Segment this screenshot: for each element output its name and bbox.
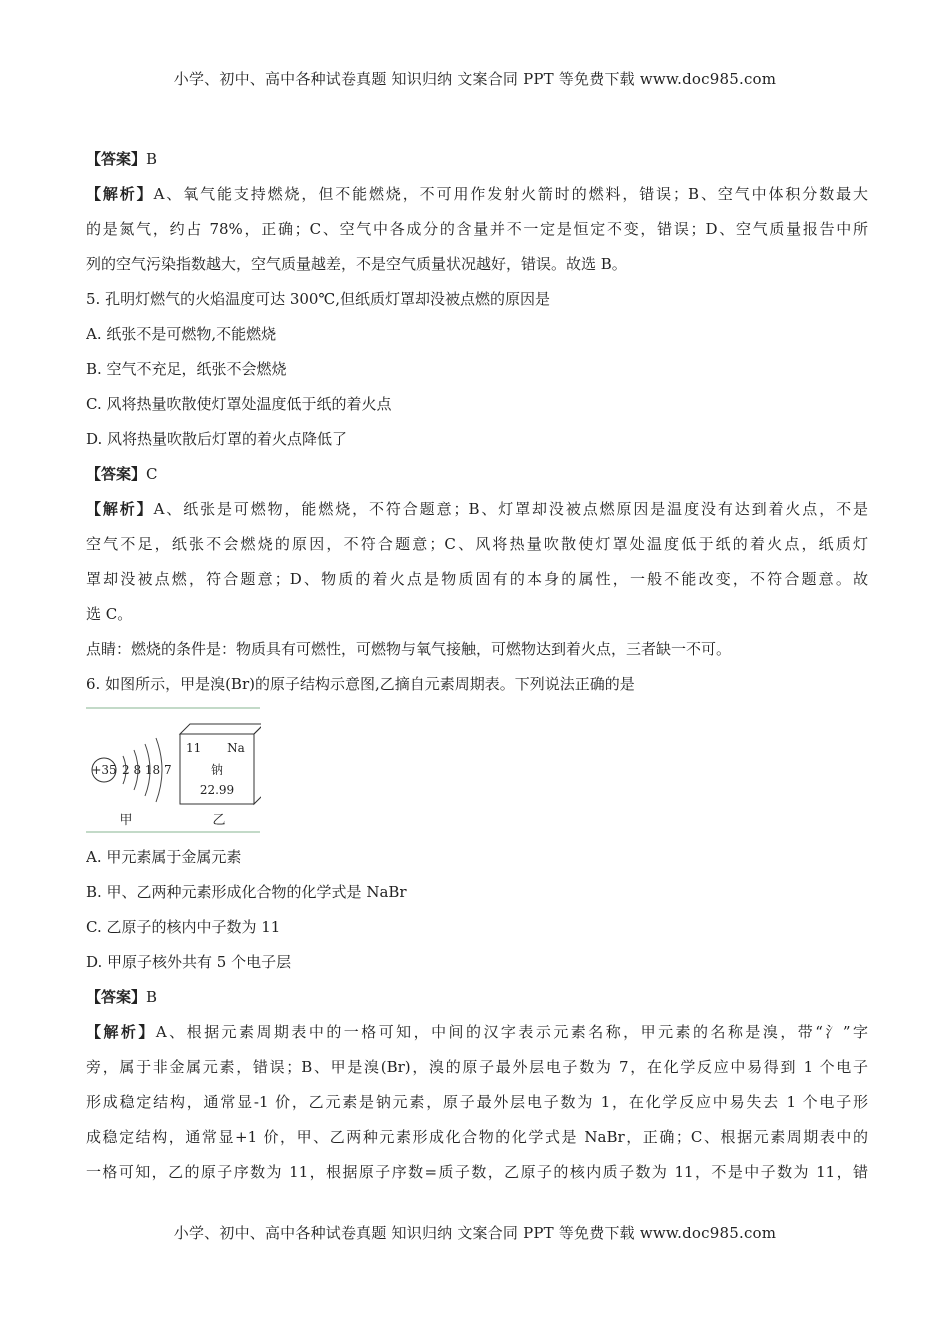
- element-number: 11: [186, 741, 202, 755]
- q5-option-c: C. 风将热量吹散使灯罩处温度低于纸的着火点: [86, 395, 392, 413]
- cell-side-face: [254, 724, 261, 804]
- page-footer: 小学、初中、高中各种试卷真题 知识归纳 文案合同 PPT 等免费下载 www.doc985.com: [173, 1224, 777, 1242]
- q6-stem: 6. 如图所示，甲是溴(Br)的原子结构示意图,乙摘自元素周期表。下列说法正确的是: [86, 675, 635, 693]
- document-body: [86, 142, 868, 1190]
- q6-option-c: C. 乙原子的核内中子数为 11: [86, 918, 281, 936]
- element-mass: 22.99: [199, 783, 235, 797]
- q6-figure: [86, 706, 261, 834]
- q4-analysis-line: 列的空气污染指数越大，空气质量越差，不是空气质量状况越好，错误。故选 B。: [86, 255, 627, 273]
- q6-analysis-line: 旁，属于非金属元素，错误；B、甲是溴(Br)，溴的原子最外层电子数为 7，在化学反应中易得到 1 个电子: [86, 1058, 868, 1076]
- q5-stem: 5. 孔明灯燃气的火焰温度可达 300℃,但纸质灯罩却没被点燃的原因是: [86, 290, 551, 308]
- element-name: 钠: [210, 763, 224, 777]
- label-yi: 乙: [212, 813, 226, 828]
- q6-option-a: A. 甲元素属于金属元素: [86, 848, 242, 866]
- cell-top-face: [180, 724, 261, 734]
- element-symbol: Na: [227, 741, 245, 755]
- q6-option-d: D. 甲原子核外共有 5 个电子层: [86, 953, 292, 971]
- page-header: 小学、初中、高中各种试卷真题 知识归纳 文案合同 PPT 等免费下载 www.doc985.com: [173, 70, 777, 88]
- q5-option-a: A. 纸张不是可燃物,不能燃烧: [86, 325, 277, 343]
- q6-option-b: B. 甲、乙两种元素形成化合物的化学式是 NaBr: [86, 883, 407, 901]
- q6-analysis-line: 【解析】A、根据元素周期表中的一格可知，中间的汉字表示元素名称，甲元素的名称是溴，带“氵”字: [86, 1023, 868, 1041]
- q5-answer: 【答案】C: [86, 465, 158, 483]
- q6-answer: 【答案】B: [86, 988, 158, 1006]
- q4-answer: 【答案】B: [86, 150, 158, 168]
- q5-tip: 点睛：燃烧的条件是：物质具有可燃性，可燃物与氧气接触，可燃物达到着火点，三者缺一不可。: [86, 640, 732, 658]
- q5-option-b: B. 空气不充足，纸张不会燃烧: [86, 360, 287, 378]
- q6-analysis-line: 形成稳定结构，通常显-1 价，乙元素是钠元素，原子最外层电子数为 1，在化学反应中易失去 1 个电子形: [86, 1093, 868, 1111]
- nucleus-charge: +35: [91, 763, 117, 777]
- q5-analysis-line: 罩却没被点燃，符合题意；D、物质的着火点是物质固有的本身的属性，一般不能改变，不符合题意。故: [86, 570, 868, 588]
- q6-analysis-line: 成稳定结构，通常显+1 价，甲、乙两种元素形成化合物的化学式是 NaBr，正确；C、根据元素周期表中的: [86, 1128, 868, 1146]
- q5-analysis-line: 空气不足，纸张不会燃烧的原因，不符合题意；C、风将热量吹散使灯罩处温度低于纸的着火点，纸质灯: [86, 535, 868, 553]
- shell-electrons: 2 8 18 7: [122, 763, 172, 777]
- q6-analysis-line: 一格可知，乙的原子序数为 11，根据原子序数=质子数，乙原子的核内质子数为 11，不是中子数为 11，错: [86, 1163, 868, 1181]
- q5-analysis-line: 【解析】A、纸张是可燃物，能燃烧，不符合题意；B、灯罩却没被点燃原因是温度没有达到着火点，不是: [86, 500, 868, 518]
- label-jia: 甲: [119, 813, 133, 828]
- atom-and-element-diagram: [86, 706, 261, 834]
- q5-analysis-line: 选 C。: [86, 605, 133, 623]
- q4-analysis-line: 的是氮气，约占 78%，正确；C、空气中各成分的含量并不一定是恒定不变，错误；D、空气质量报告中所: [86, 220, 868, 238]
- q4-analysis-line: 【解析】A、氧气能支持燃烧，但不能燃烧，不可用作发射火箭时的燃料，错误；B、空气中体积分数最大: [86, 185, 868, 203]
- q5-option-d: D. 风将热量吹散后灯罩的着火点降低了: [86, 430, 348, 448]
